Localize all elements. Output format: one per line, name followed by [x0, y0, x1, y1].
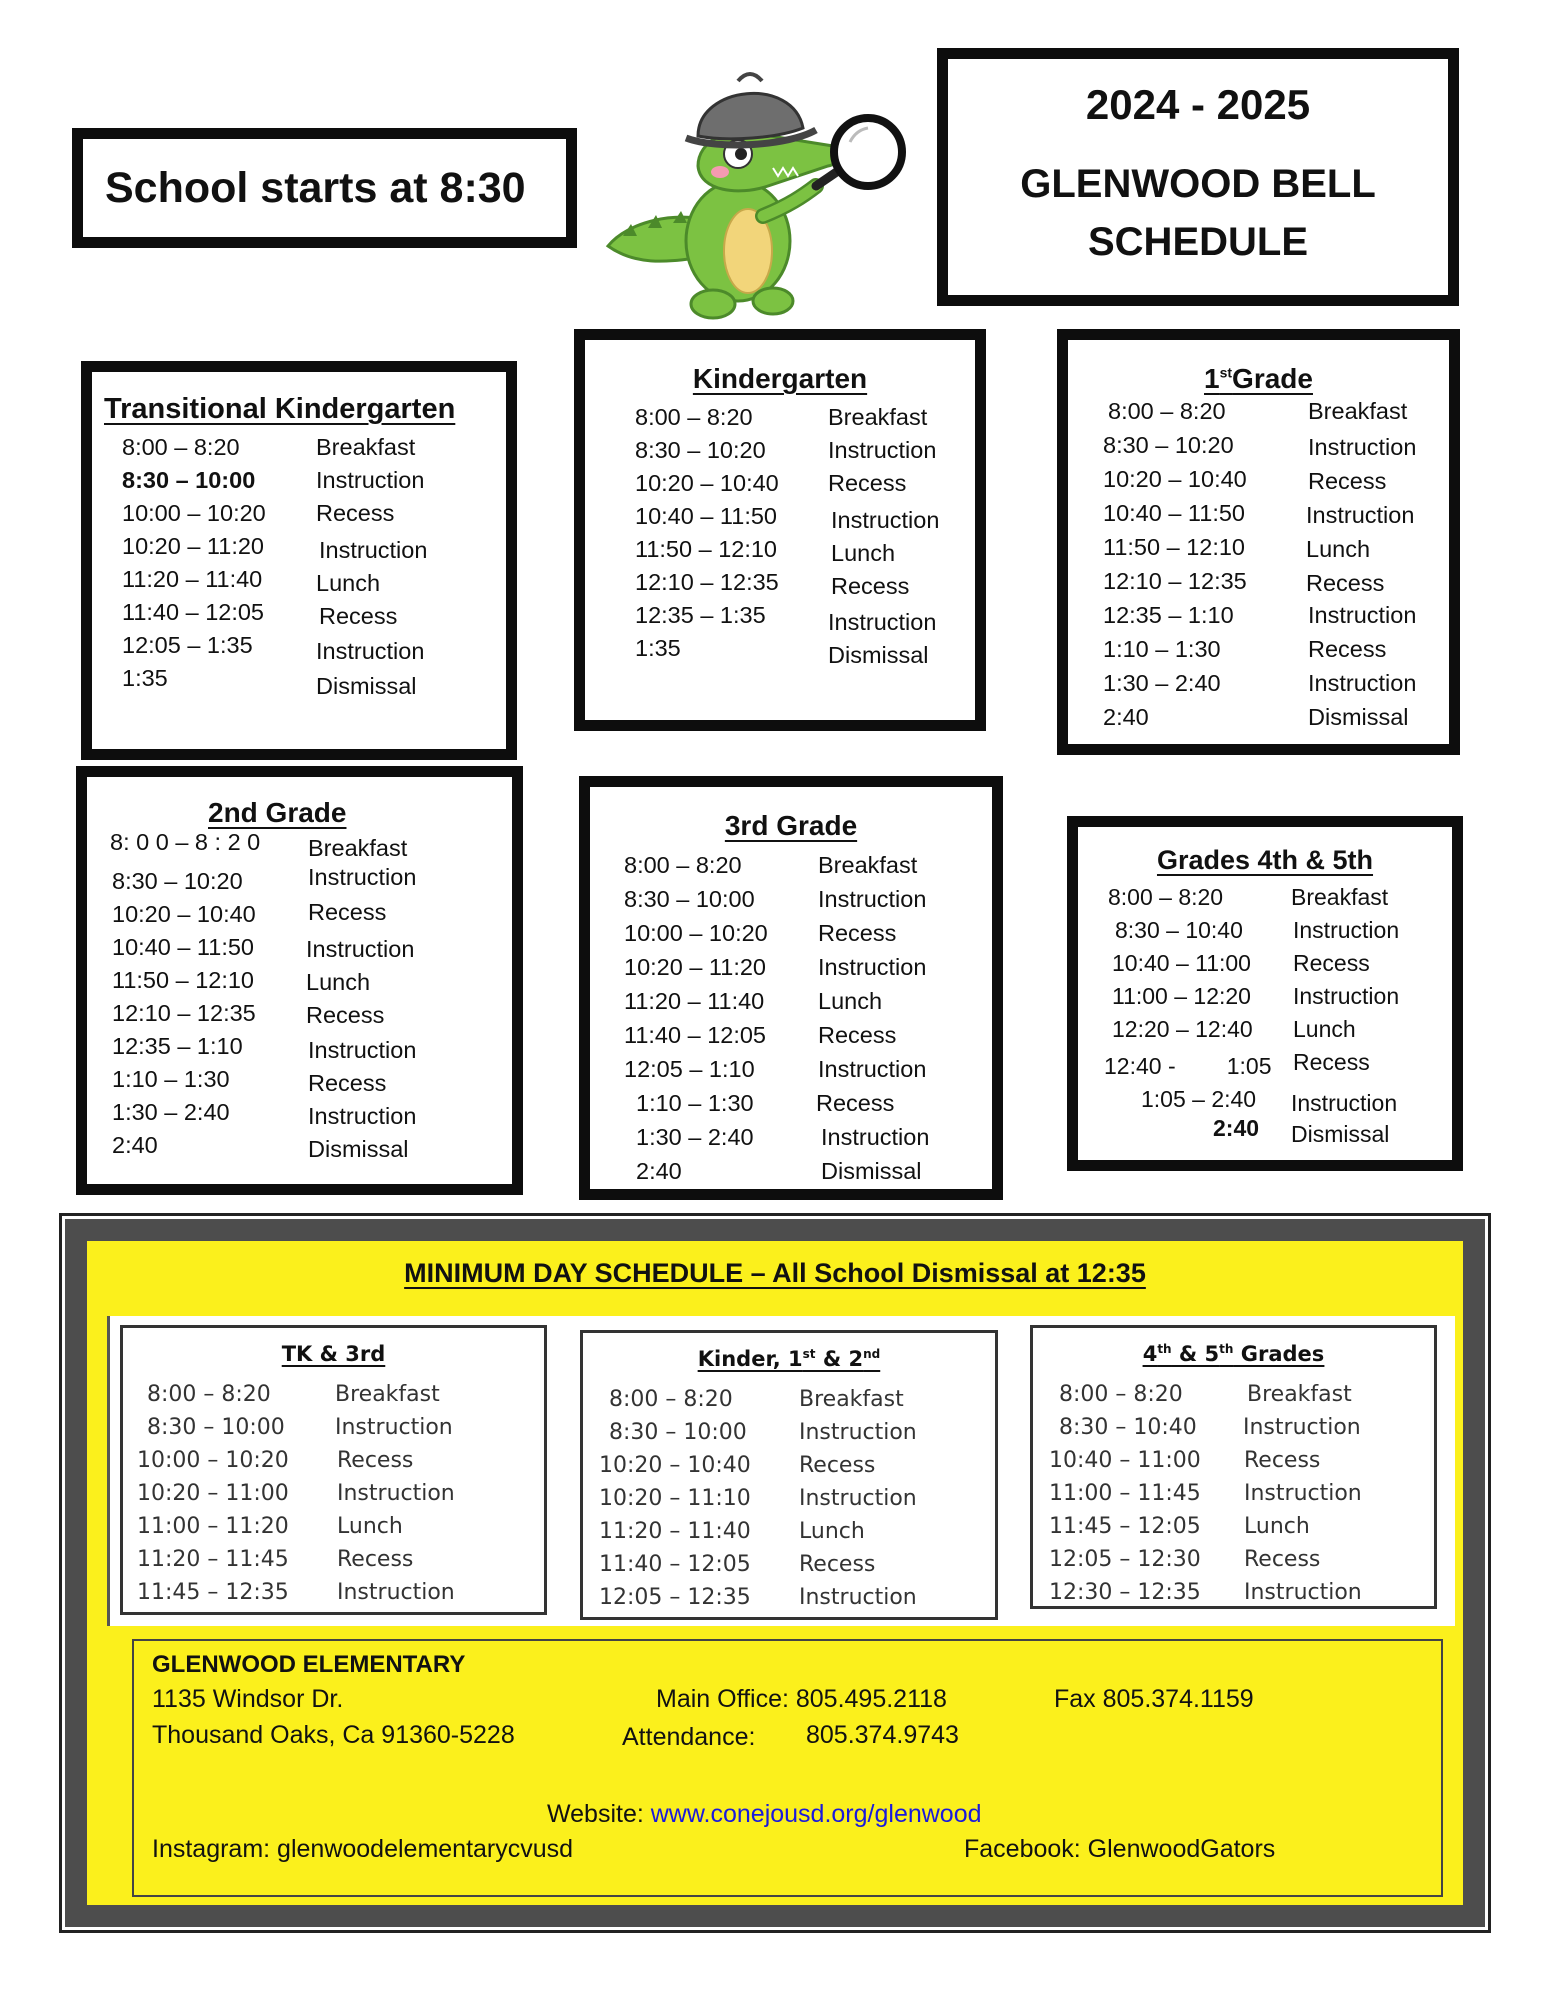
schedule-row: 8:30 – 10:00 Instruction	[609, 1420, 917, 1445]
min-grades-4-5-box	[1030, 1325, 1437, 1609]
website-label: Website:	[547, 1800, 651, 1828]
gator-detective-mascot	[588, 46, 918, 326]
schedule-row: 11:00 – 11:20 Lunch	[137, 1514, 403, 1539]
schedule-row: 11:20 – 11:45 Recess	[137, 1547, 414, 1572]
minimum-day-title: MINIMUM DAY SCHEDULE – All School Dismissal at 12:35	[404, 1258, 1146, 1288]
kindergarten-title: Kindergarten	[692, 363, 868, 394]
kindergarten-schedule-box: Kindergarten 8:00 – 8:20 Breakfast 8:30 – 10:20 Instruction 10:20 – 10:40 Recess 10:40 – 11:50 Instruction 11:50 – 12:10 Lunch 12:10 – 12:35 Recess 12:35 – 1:35 Instruction 1:35 Dismissal	[574, 329, 986, 731]
second-grade-title: 2nd Grade	[208, 797, 347, 828]
schedule-row: 11:40 – 12:05 Recess	[599, 1552, 876, 1577]
min-kinder-1st-2nd-title: Kinder, 1st & 2nd	[697, 1347, 881, 1371]
school-starts-text: School starts at 8:30	[105, 163, 526, 212]
attendance-phone: 805.374.9743	[806, 1721, 959, 1749]
min-grades-4-5-title: 4th & 5th Grades	[1142, 1342, 1325, 1366]
schedule-row: 8:30 – 10:40 Instruction	[1059, 1415, 1361, 1440]
min-tk-3rd-title: TK & 3rd	[281, 1342, 386, 1366]
schedule-row: 10:20 – 11:10 Instruction	[599, 1486, 917, 1511]
schedule-row: 11:20 – 11:40 Lunch	[599, 1519, 865, 1544]
schedule-title-line2: SCHEDULE	[1087, 220, 1309, 264]
schedule-row: 8:00 – 8:20 Breakfast	[147, 1382, 440, 1407]
min-tk-3rd-box	[120, 1325, 547, 1615]
fax-number: Fax 805.374.1159	[1054, 1685, 1254, 1713]
schedule-row: 11:45 – 12:35 Instruction	[137, 1580, 455, 1605]
address-line2: Thousand Oaks, Ca 91360-5228	[152, 1721, 515, 1749]
minimum-day-frame	[65, 1219, 1485, 1927]
minimum-day-panel	[107, 1316, 1455, 1626]
schedule-title-line1: GLENWOOD BELL	[1020, 162, 1376, 206]
schedule-row: 12:30 – 12:35 Instruction	[1049, 1580, 1362, 1605]
schedule-row: 8:30 – 10:00 Instruction	[147, 1415, 453, 1440]
tk-title: Transitional Kindergarten	[104, 393, 456, 425]
facebook-handle: Facebook: GlenwoodGators	[964, 1835, 1276, 1863]
schedule-title	[948, 155, 1448, 271]
third-grade-title: 3rd Grade	[724, 810, 858, 841]
school-starts-box	[72, 128, 577, 248]
school-name: GLENWOOD ELEMENTARY	[152, 1651, 466, 1678]
contact-info-box	[132, 1639, 1443, 1897]
school-year: 2024 - 2025	[1085, 81, 1311, 128]
attendance-label: Attendance:	[622, 1723, 756, 1751]
second-grade-schedule-box: 2nd Grade 8: 0 0 – 8 : 2 0 Breakfast 8:30 – 10:20 Instruction 10:20 – 10:40 Recess 10:40 – 11:50 Instruction 11:50 – 12:10 Lunch 12:10 – 12:35 Recess 12:35 – 1:10 Instruction 1:10 – 1:30 Recess 1:30 – 2:40 Instruction 2:40 Dismissal	[76, 766, 523, 1195]
title-box	[937, 48, 1459, 306]
schedule-row: 10:40 – 11:00 Recess	[1049, 1448, 1321, 1473]
schedule-row: 12:05 – 12:35 Instruction	[599, 1585, 917, 1610]
min-kinder-1st-2nd-box	[580, 1330, 998, 1620]
address-line1: 1135 Windsor Dr.	[152, 1685, 344, 1713]
schedule-row: 11:45 – 12:05 Lunch	[1049, 1514, 1310, 1539]
schedule-row: 8:00 – 8:20 Breakfast	[1059, 1382, 1352, 1407]
schedule-row: 10:00 – 10:20 Recess	[137, 1448, 414, 1473]
detective-hat-icon	[686, 74, 816, 145]
third-grade-schedule-box: 3rd Grade 8:00 – 8:20 Breakfast 8:30 – 10:00 Instruction 10:00 – 10:20 Recess 10:20 – 11:20 Instruction 11:20 – 11:40 Lunch 11:40 – 12:05 Recess 12:05 – 1:10 Instruction 1:10 – 1:30 Recess 1:30 – 2:40 Instruction 2:40 Dismissal	[579, 776, 1003, 1200]
schedule-row: 12:05 – 12:30 Recess	[1049, 1547, 1321, 1572]
grades-4-5-schedule-box: Grades 4th & 5th 8:00 – 8:20 Breakfast 8:30 – 10:40 Instruction 10:40 – 11:00 Recess 11:00 – 12:20 Instruction 12:20 – 12:40 Lunch 12:40 - 1:05 Recess 1:05 – 2:40 Instruction 2:40 Dismissal	[1067, 816, 1463, 1171]
website-link[interactable]: www.conejousd.org/glenwood	[650, 1800, 982, 1828]
schedule-row: 10:20 – 10:40 Recess	[599, 1453, 876, 1478]
website-line	[547, 1800, 982, 1829]
grades-4-5-title: Grades 4th & 5th	[1156, 845, 1374, 875]
first-grade-title: 1stGrade	[1204, 363, 1313, 394]
first-grade-schedule-box: 1stGrade 8:00 – 8:20 Breakfast 8:30 – 10:20 Instruction 10:20 – 10:40 Recess 10:40 – 11:50 Instruction 11:50 – 12:10 Lunch 12:10 – 12:35 Recess 12:35 – 1:10 Instruction 1:10 – 1:30 Recess 1:30 – 2:40 Instruction 2:40 Dismissal	[1057, 329, 1460, 755]
tk-schedule-box: Transitional Kindergarten 8:00 – 8:20 Breakfast 8:30 – 10:00 Instruction 10:00 – 10:20 Recess 10:20 – 11:20 Instruction 11:20 – 11:40 Lunch 11:40 – 12:05 Recess 12:05 – 1:35 Instruction 1:35 Dismissal	[81, 361, 517, 760]
schedule-row: 8:00 – 8:20 Breakfast	[609, 1387, 904, 1412]
main-office-phone: Main Office: 805.495.2118	[656, 1685, 947, 1713]
instagram-handle: Instagram: glenwoodelementarycvusd	[152, 1835, 574, 1863]
schedule-row: 11:00 – 11:45 Instruction	[1049, 1481, 1362, 1506]
schedule-row: 10:20 – 11:00 Instruction	[137, 1481, 455, 1506]
minimum-day-section	[59, 1213, 1491, 1933]
